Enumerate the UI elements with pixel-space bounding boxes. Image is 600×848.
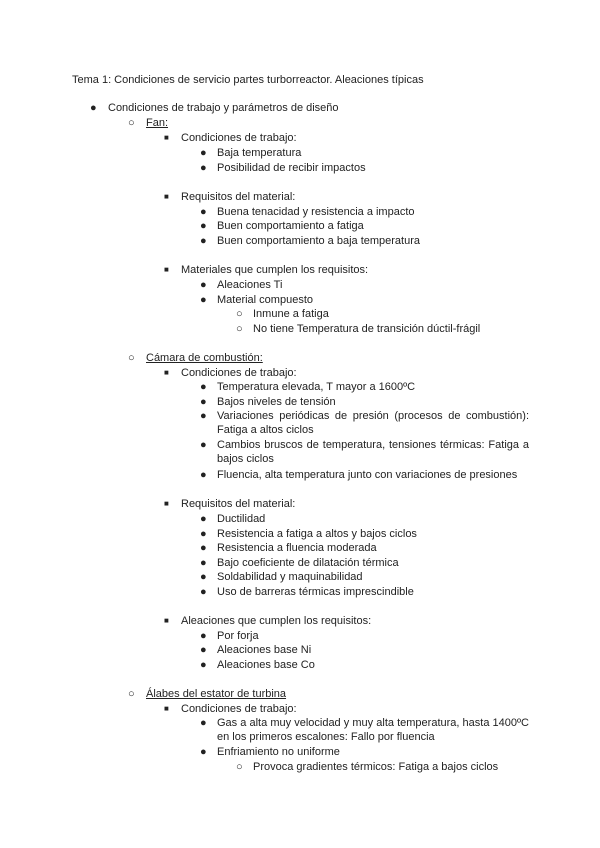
bullet-circle-icon: ○ — [236, 308, 243, 320]
stator-heading: Álabes del estator de turbina — [146, 688, 287, 700]
list-item: Provoca gradientes térmicos: Fatiga a bajos ciclos — [253, 761, 499, 773]
list-item: Ductilidad — [217, 513, 266, 525]
list-item: Cambios bruscos de temperatura, tensiones térmicas: Fatiga a bajos ciclos — [217, 439, 529, 465]
bullet-circle-icon: ○ — [128, 688, 135, 700]
combustion-alloy-label: Aleaciones que cumplen los requisitos: — [181, 615, 372, 627]
list-item: Resistencia a fluencia moderada — [217, 542, 377, 554]
page-title: Tema 1: Condiciones de servicio partes turborreactor. Aleaciones típicas — [72, 74, 424, 86]
list-item: Material compuesto — [217, 294, 313, 306]
bullet-square-icon: ■ — [164, 265, 169, 274]
bullet-disc-icon: ● — [200, 513, 207, 525]
list-item: Posibilidad de recibir impactos — [217, 162, 366, 174]
fan-heading: Fan: — [146, 117, 169, 129]
list-item: Inmune a fatiga — [253, 308, 329, 320]
list-item: Bajo coeficiente de dilatación térmica — [217, 557, 399, 569]
bullet-circle-icon: ○ — [236, 323, 243, 335]
bullet-square-icon: ■ — [164, 499, 169, 508]
bullet-disc-icon: ● — [200, 294, 207, 306]
bullet-circle-icon: ○ — [128, 352, 135, 364]
bullet-disc-icon: ● — [200, 528, 207, 540]
bullet-square-icon: ■ — [164, 192, 169, 201]
list-item: Buen comportamiento a baja temperatura — [217, 235, 421, 247]
bullet-disc-icon: ● — [200, 557, 207, 569]
combustion-req-label: Requisitos del material: — [181, 498, 296, 510]
bullet-disc-icon: ● — [200, 469, 207, 481]
combustion-work-label: Condiciones de trabajo: — [181, 367, 297, 379]
bullet-disc-icon: ● — [200, 586, 207, 598]
fan-req-label: Requisitos del material: — [181, 191, 296, 203]
bullet-disc-icon: ● — [200, 279, 207, 291]
bullet-disc-icon: ● — [200, 410, 207, 422]
list-item: No tiene Temperatura de transición dúctil-frágil — [253, 323, 481, 335]
stator-work-label: Condiciones de trabajo: — [181, 703, 297, 715]
bullet-circle-icon: ○ — [128, 117, 135, 129]
bullet-square-icon: ■ — [164, 704, 169, 713]
list-item: Baja temperatura — [217, 147, 302, 159]
bullet-disc-icon: ● — [200, 206, 207, 218]
list-item: Gas a alta muy velocidad y muy alta temperatura, hasta 1400ºC en los primeros escalones: Fallo por fluencia — [217, 717, 529, 743]
bullet-disc-icon: ● — [200, 717, 207, 729]
bullet-square-icon: ■ — [164, 368, 169, 377]
fan-work-label: Condiciones de trabajo: — [181, 132, 297, 144]
bullet-disc-icon: ● — [200, 235, 207, 247]
bullet-disc-icon: ● — [200, 396, 207, 408]
list-item: Por forja — [217, 630, 259, 642]
bullet-circle-icon: ○ — [236, 761, 243, 773]
list-item: Aleaciones base Ni — [217, 644, 312, 656]
list-item: Variaciones periódicas de presión (procesos de combustión): Fatiga a altos ciclos — [217, 410, 529, 436]
bullet-square-icon: ■ — [164, 133, 169, 142]
fan-mat-label: Materiales que cumplen los requisitos: — [181, 264, 369, 276]
section-heading: Condiciones de trabajo y parámetros de diseño — [108, 102, 339, 114]
bullet-disc-icon: ● — [200, 630, 207, 642]
list-item: Aleaciones base Co — [217, 659, 315, 671]
bullet-square-icon: ■ — [164, 616, 169, 625]
combustion-heading: Cámara de combustión: — [146, 352, 263, 364]
bullet-disc-icon: ● — [200, 381, 207, 393]
bullet-disc-icon: ● — [200, 162, 207, 174]
list-item: Soldabilidad y maquinabilidad — [217, 571, 363, 583]
list-item: Aleaciones Ti — [217, 279, 283, 291]
bullet-disc-icon: ● — [200, 571, 207, 583]
list-item: Buen comportamiento a fatiga — [217, 220, 364, 232]
bullet-disc-icon: ● — [200, 659, 207, 671]
bullet-disc-icon: ● — [200, 644, 207, 656]
list-item: Uso de barreras térmicas imprescindible — [217, 586, 414, 598]
bullet-disc-icon: ● — [200, 220, 207, 232]
list-item: Enfriamiento no uniforme — [217, 746, 340, 758]
bullet-disc-icon: ● — [200, 439, 207, 451]
bullet-disc-icon: ● — [200, 746, 207, 758]
bullet-disc-icon: ● — [90, 102, 97, 114]
list-item: Fluencia, alta temperatura junto con variaciones de presiones — [217, 469, 518, 481]
bullet-disc-icon: ● — [200, 542, 207, 554]
bullet-disc-icon: ● — [200, 147, 207, 159]
list-item: Temperatura elevada, T mayor a 1600ºC — [217, 381, 416, 393]
list-item: Bajos niveles de tensión — [217, 396, 336, 408]
list-item: Buena tenacidad y resistencia a impacto — [217, 206, 415, 218]
list-item: Resistencia a fatiga a altos y bajos ciclos — [217, 528, 417, 540]
